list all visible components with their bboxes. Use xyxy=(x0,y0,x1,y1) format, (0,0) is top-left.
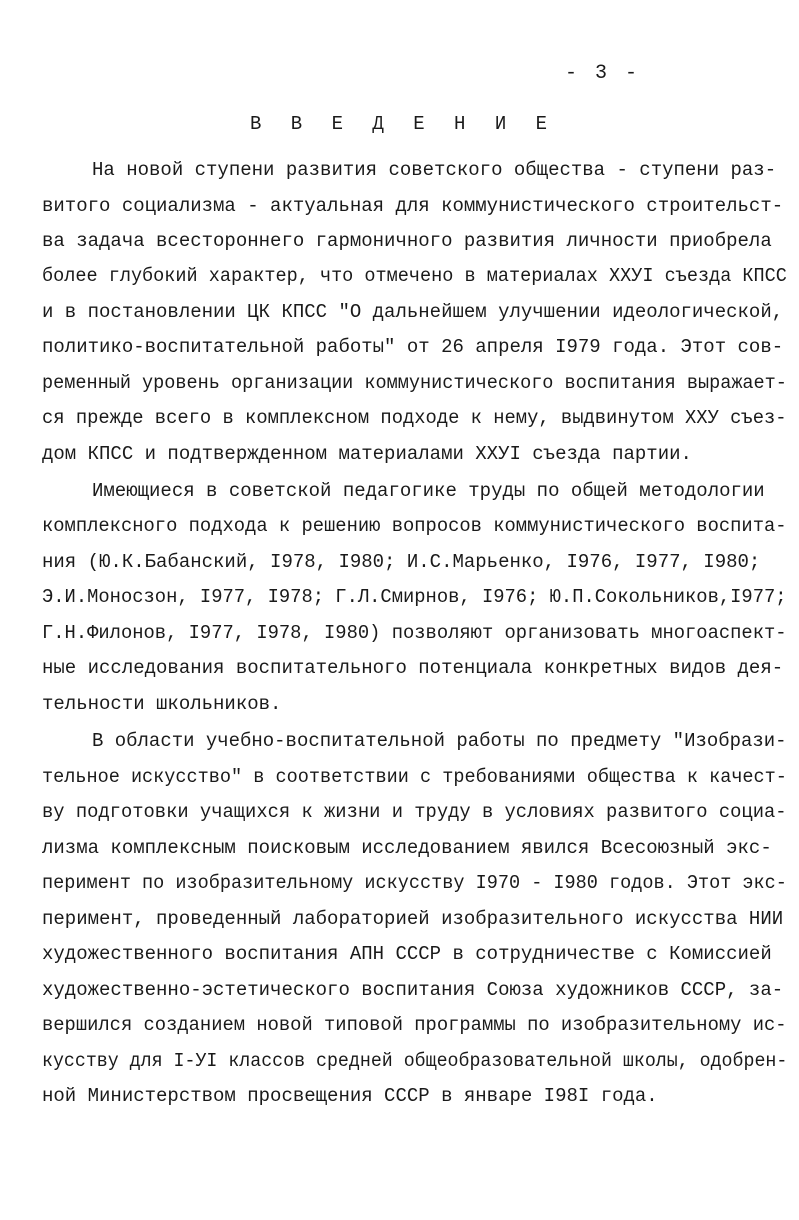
section-heading: В В Е Д Е Н И Е xyxy=(250,113,557,135)
paragraph-3-line-7: художественного воспитания АПН СССР в сотрудничестве с Комиссией xyxy=(42,943,772,965)
paragraph-1-line-6: политико-воспитательной работы" от 26 апреля I979 года. Этот сов- xyxy=(42,336,784,358)
paragraph-2-line-6: ные исследования воспитательного потенциала конкретных видов дея- xyxy=(42,657,784,679)
paragraph-3-line-5: перимент по изобразительному искусству I970 - I980 годов. Этот экс- xyxy=(42,872,787,894)
page-number: - 3 - xyxy=(564,62,640,85)
paragraph-1-line-1: На новой ступени развития советского общества - ступени раз- xyxy=(92,159,777,181)
paragraph-1-line-8: ся прежде всего в комплексном подходе к нему, выдвинутом XXУ съез- xyxy=(42,407,787,429)
paragraph-1-line-5: и в постановлении ЦК КПСС "О дальнейшем улучшении идеологической, xyxy=(42,301,784,323)
paragraph-2-line-4: Э.И.Моносзон, I977, I978; Г.Л.Смирнов, I976; Ю.П.Сокольников,I977; xyxy=(42,586,787,608)
paragraph-2-line-7: тельности школьников. xyxy=(42,693,282,715)
paragraph-1-line-2: витого социализма - актуальная для коммунистического строительст- xyxy=(42,195,784,217)
paragraph-3-line-1: В области учебно-воспитательной работы по предмету "Изобрази- xyxy=(92,730,787,752)
paragraph-3-line-10: кусству для I-УI классов средней общеобразовательной школы, одобрен- xyxy=(42,1050,788,1072)
paragraph-2-line-1: Имеющиеся в советской педагогике труды по общей методологии xyxy=(92,480,765,502)
paragraph-1-line-9: дом КПСС и подтвержденном материалами XXУI съезда партии. xyxy=(42,443,692,465)
paragraph-2-line-5: Г.Н.Филонов, I977, I978, I980) позволяют организовать многоаспект- xyxy=(42,622,787,644)
paragraph-1-line-4: более глубокий характер, что отмечено в материалах XXУI съезда КПСС xyxy=(42,265,787,287)
paragraph-1-line-7: ременный уровень организации коммунистического воспитания выражает- xyxy=(42,372,787,394)
paragraph-3-line-3: ву подготовки учащихся к жизни и труду в условиях развитого социа- xyxy=(42,801,787,823)
paragraph-3-line-8: художественно-эстетического воспитания Союза художников СССР, за- xyxy=(42,979,784,1001)
paragraph-3-line-9: вершился созданием новой типовой программы по изобразительному ис- xyxy=(42,1014,787,1036)
paragraph-1-line-3: ва задача всестороннего гармоничного развития личности приобрела xyxy=(42,230,772,252)
paragraph-3-line-6: перимент, проведенный лабораторией изобразительного искусства НИИ xyxy=(42,908,784,930)
paragraph-2-line-2: комплексного подхода к решению вопросов коммунистического воспита- xyxy=(42,515,787,537)
paragraph-3-line-2: тельное искусство" в соответствии с требованиями общества к качест- xyxy=(42,766,787,788)
paragraph-3-line-4: лизма комплексным поисковым исследованием явился Всесоюзный экс- xyxy=(42,837,772,859)
paragraph-2-line-3: ния (Ю.К.Бабанский, I978, I980; И.С.Марьенко, I976, I977, I980; xyxy=(42,551,761,573)
paragraph-3-line-11: ной Министерством просвещения СССР в январе I98I года. xyxy=(42,1085,658,1107)
